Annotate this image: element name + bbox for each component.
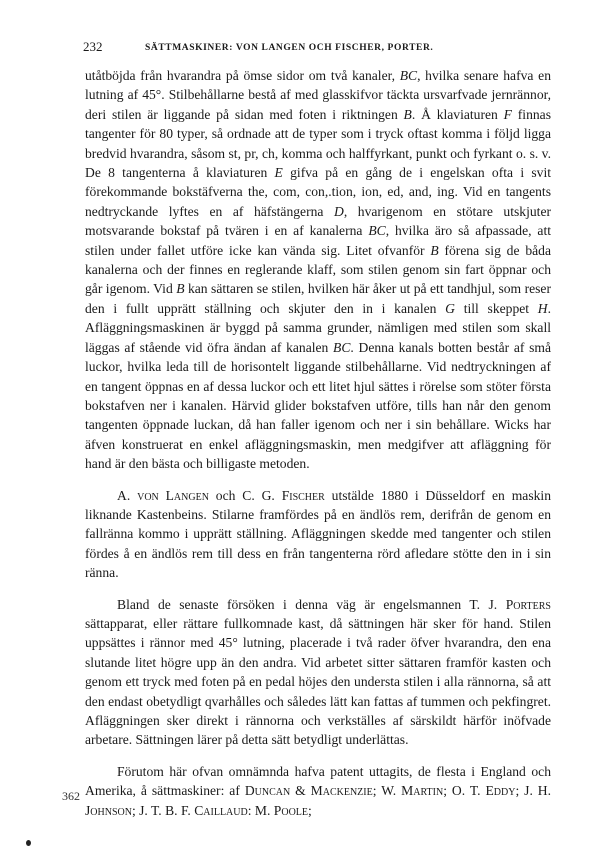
text-span: ; O. T.: [443, 783, 486, 799]
margin-number: 362: [62, 789, 80, 803]
paragraph-4: [85, 762, 551, 820]
italic-letter: D: [334, 203, 344, 219]
paragraph-gap: [85, 474, 551, 486]
small-caps-name: Eddy: [485, 783, 516, 799]
small-caps-name: Caillaud: [194, 802, 248, 818]
italic-letter: F: [503, 106, 512, 122]
text-span: utstälde 1880 i Düsseldorf en maskin liknande Kastenbeins. Stilarne framfördes på en ändlös rem, derifrån de genom en fallränna kommo i upprätt ställning. Afläggningen skedde med tangenter och stilen fördes å en ändlös rem till dess en från tangenterna rörd afledare stötte den in i sin ränna.: [85, 487, 551, 581]
italic-letter: E: [274, 165, 283, 181]
text-span: förena sig de båda kanalerna och der finnes en reglerande klaff, som stilen genom sin fart öppnar och går igenom. Vid: [85, 242, 551, 297]
small-caps-name: von Langen: [137, 487, 209, 503]
text-span: , hvilka äro så afpassade, att stilen under fallet utföre icke kan vända sig. Litet ofvanför: [85, 223, 551, 258]
running-title: SÄTTMASKINER: VON LANGEN OCH FISCHER, PORTER.: [145, 43, 434, 53]
paragraph-1: [85, 66, 551, 474]
body-text: [85, 66, 551, 820]
text-span: . Afläggningsmaskinen är byggd på samma grunder, nämligen med stilen som skall läggas af stående vid öfra ändan af kanalen: [85, 300, 552, 355]
text-span: Bland de senaste försöken i denna väg är engelsmannen T. J.: [117, 596, 506, 612]
text-span: och C. G.: [208, 487, 282, 503]
text-span: , hvarigenom en stötare utskjuter motsvarande bokstaf på tvären i en af kanalerna: [85, 203, 552, 239]
text-span: ; W.: [372, 783, 402, 799]
text-span: Förutom här ofvan omnämnda hafva patent uttagits, de flesta i England och Amerika, å sättmaskiner: af: [85, 763, 551, 799]
paragraph-gap: [85, 583, 551, 595]
italic-letter: H: [537, 300, 548, 316]
small-caps-name: Martin: [401, 783, 444, 799]
small-caps-name: Poole: [273, 802, 309, 818]
text-span: A.: [117, 487, 138, 503]
ink-speck: [26, 840, 31, 846]
italic-letter: B: [403, 106, 412, 122]
paragraph-2: [85, 486, 551, 583]
text-span: sättapparat, eller rättare fullkomnade kast, då sättningen här sker för hand. Stilen uppsättes i rännor med 45° lutning, placerade i två rader öfver hvarandra, den ena slutande litet högre upp än den andra. Vid arbetet sitter sättaren framför kasten och genom ett tryck med foten på en pedal höjes den understa stilen i alla rännorna, så att den endast obetydligt qvarhålles och således lätt kan fattas af tummen och pekfingret. Afläggningen sker direkt i rännorna och verkställes af särskildt härför inöfvade arbetare. Sättningen lärer på detta sätt betydligt underlättas.: [85, 615, 551, 748]
text-span: ;: [308, 802, 312, 818]
text-span: finnas tangenter för 80 typer, så ordnade att de typer som i tryck oftast komma i följd ligga bredvid hvarandra, såsom st, pr, ch, komma och halffyrkant, punkt och fyrkant o. s. v. De 8 tangenterna å klaviaturen: [85, 106, 551, 181]
page-number: 232: [83, 39, 103, 54]
text-span: kan sättaren se stilen, hvilken här åker ut på ett tandhjul, som reser den i fullt upprätt ställning och skjuter den in i kanalen: [85, 281, 551, 316]
paragraph-gap: [85, 750, 551, 762]
italic-letter: BC: [333, 339, 351, 355]
text-span: till skeppet: [454, 300, 538, 316]
italic-letter: BC: [399, 68, 418, 83]
small-caps-name: Fischer: [281, 487, 325, 503]
text-span: , hvilka senare hafva en lutning af 45°. Stilbehållarne bestå af med glasskifvor täckta ursvarfvade jernrännor, deri stilen är liggande på sidan med foten i riktningen: [85, 68, 551, 122]
italic-letter: B: [176, 281, 185, 297]
italic-letter: B: [430, 242, 439, 258]
small-caps-name: Johnson: [85, 802, 132, 818]
small-caps-name: Duncan & Mackenzie: [244, 783, 373, 799]
small-caps-name: Porters: [505, 596, 551, 612]
text-span: ; J. H.: [515, 783, 552, 799]
text-span: . Denna kanals botten består af små luckor, hvilka leda till de horisontelt liggande stilbehållarne. Vid nedtryckningen af en tangent öppnas en af dessa luckor och ett litet hjul sättes i rörelse som stöter första bokstafven ner i kanalen. Härvid glider bokstafven utföre, tills han når den genom tangenten öppnade luckan, då han faller igenom och ner i sin behållare. Wicks har äfven konstruerat en enkel afläggningsmaskin, men medgifver att afläggning för hand är den bästa och billigaste metoden.: [85, 339, 552, 472]
text-span: : M.: [247, 802, 274, 818]
text-span: gifva på en gång de i engelskan ofta i svit förekommande bokstäfverna the, com, con,.tion, ion, ed, and, ing. Vid en tangents nedtryckande lyftes en af häfstängerna: [85, 165, 551, 219]
paragraph-3: [85, 595, 551, 750]
italic-letter: G: [445, 300, 455, 316]
italic-letter: BC: [368, 223, 386, 239]
text-span: ; J. T. B. F.: [131, 802, 195, 818]
text-span: utåtböjda från hvarandra på ömse sidor om två kanaler,: [85, 68, 400, 83]
text-span: . Å klaviaturen: [411, 106, 504, 122]
